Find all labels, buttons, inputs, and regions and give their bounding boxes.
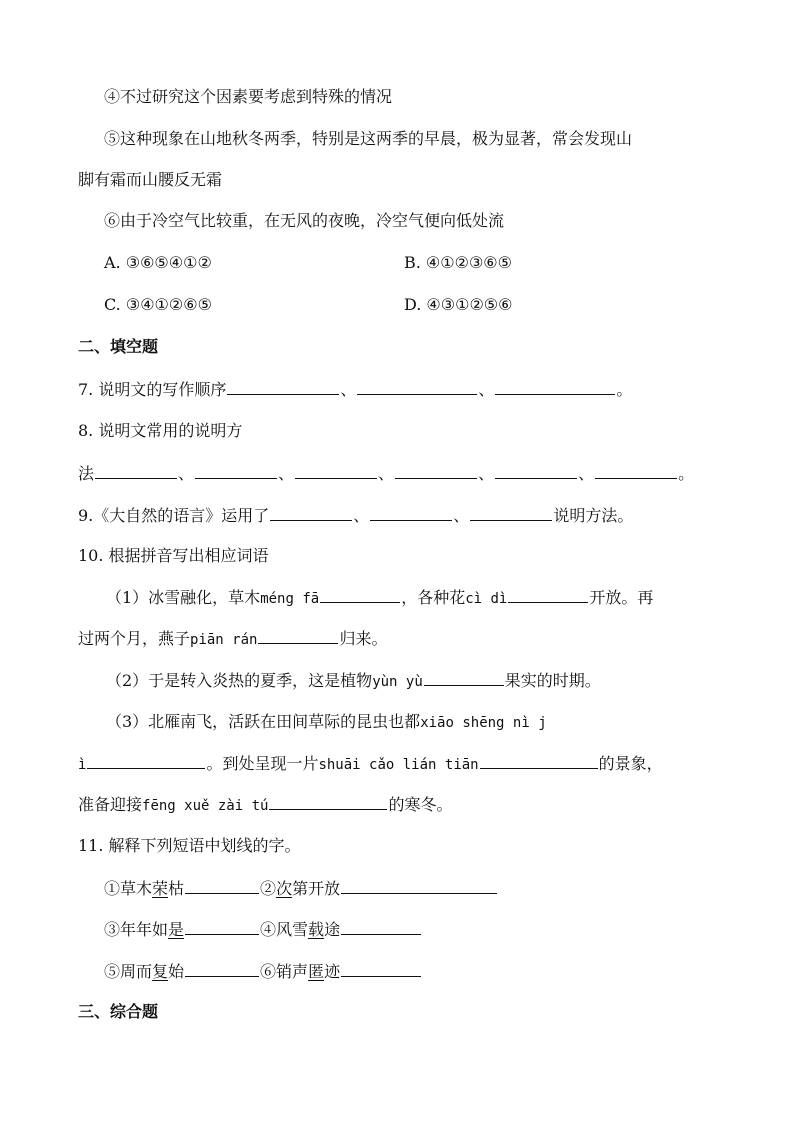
text: 准备迎接	[78, 795, 143, 814]
underlined-char: 载	[308, 920, 325, 939]
pinyin: xiāo shēng nì j	[420, 715, 547, 731]
underlined-char: 是	[168, 920, 185, 939]
pinyin: méng fā	[260, 591, 320, 607]
text: 的寒冬。	[388, 795, 453, 814]
answer-blank[interactable]	[270, 504, 352, 521]
option-sentence-5: ⑤这种现象在山地秋冬两季，特别是这两季的早晨，极为显著，常会发现山	[104, 129, 633, 148]
question-7-text: 7. 说明文的写作顺序	[78, 380, 227, 399]
pinyin: shuāi cǎo lián tiān	[318, 757, 479, 773]
pinyin: ì	[78, 757, 87, 773]
option-sentence-4: ④不过研究这个因素要考虑到特殊的情况	[104, 87, 393, 106]
text: （1）冰雪融化，草木	[106, 588, 261, 607]
answer-blank[interactable]	[341, 960, 421, 977]
question-10-part-3	[106, 711, 547, 734]
pinyin: yùn yù	[372, 674, 423, 690]
underlined-char: 匿	[308, 962, 325, 981]
answer-blank[interactable]	[258, 627, 338, 644]
text: ③年年如	[104, 920, 169, 939]
text: ②	[260, 879, 277, 898]
question-10-part-2	[106, 669, 601, 693]
text: ⑤周而	[104, 962, 153, 981]
underlined-char: 荣	[152, 879, 169, 898]
question-9-text: 9.《大自然的语言》运用了	[78, 506, 270, 525]
answer-blank[interactable]	[508, 586, 588, 603]
question-8-cont: 法	[78, 464, 95, 483]
text: 开放。再	[589, 588, 654, 607]
separator: 、	[378, 464, 395, 483]
separator: 、	[278, 464, 295, 483]
text: 过两个月，燕子	[78, 629, 191, 648]
question-8: 8. 说明文常用的说明方	[78, 421, 243, 440]
question-10-title: 10. 根据拼音写出相应词语	[78, 546, 269, 565]
choice-d: D. ④③①②⑤⑥	[404, 295, 513, 314]
answer-blank[interactable]	[357, 378, 477, 395]
answer-blank[interactable]	[495, 462, 577, 479]
choice-c: C. ③④①②⑥⑤	[104, 295, 212, 314]
question-7	[78, 378, 632, 401]
answer-blank[interactable]	[87, 752, 205, 769]
text: 迹	[324, 962, 341, 981]
question-8-blanks	[78, 462, 694, 485]
text: ⑥销声	[260, 962, 309, 981]
text: （3）北雁南飞，活跃在田间草际的昆虫也都	[106, 712, 421, 731]
answer-blank[interactable]	[480, 752, 598, 769]
text: 第开放	[292, 879, 341, 898]
separator: 、	[353, 506, 370, 525]
text: 果实的时期。	[504, 671, 601, 690]
answer-blank[interactable]	[495, 378, 615, 395]
separator: 、	[578, 464, 595, 483]
answer-blank[interactable]	[320, 586, 400, 603]
answer-blank[interactable]	[341, 877, 497, 894]
pinyin: piān rán	[190, 632, 258, 648]
period: 。	[678, 464, 695, 483]
question-10-part-1	[106, 586, 653, 610]
text: ④风雪	[260, 920, 309, 939]
question-11-row-1	[104, 877, 498, 900]
text: 归来。	[339, 629, 388, 648]
text: 。到处呈现一片	[206, 754, 319, 773]
answer-blank[interactable]	[227, 378, 339, 395]
answer-blank[interactable]	[595, 462, 677, 479]
separator: 、	[178, 464, 195, 483]
section-heading-comprehensive: 三、综合题	[78, 1002, 159, 1021]
question-11-title: 11. 解释下列短语中划线的字。	[78, 836, 301, 855]
answer-blank[interactable]	[395, 462, 477, 479]
question-10-part-3-cont	[78, 752, 663, 776]
separator: 、	[453, 506, 470, 525]
answer-blank[interactable]	[185, 877, 259, 894]
text: ，各种花	[401, 588, 466, 607]
option-sentence-6: ⑥由于冷空气比较重，在无风的夜晚，冷空气便向低处流	[104, 211, 505, 230]
separator: 、	[478, 380, 495, 399]
answer-blank[interactable]	[269, 793, 387, 810]
option-sentence-5-cont: 脚有霜而山腰反无霜	[78, 170, 223, 189]
text: 枯	[168, 879, 185, 898]
answer-blank[interactable]	[370, 504, 452, 521]
pinyin: fēng xuě zài tú	[142, 798, 269, 814]
text: ①草木	[104, 879, 153, 898]
answer-blank[interactable]	[470, 504, 552, 521]
question-9-end: 说明方法。	[553, 506, 634, 525]
question-10-part-1-cont	[78, 627, 387, 651]
answer-blank[interactable]	[185, 960, 259, 977]
period: 。	[616, 380, 633, 399]
answer-blank[interactable]	[341, 918, 421, 935]
question-11-row-3	[104, 960, 422, 983]
answer-blank[interactable]	[195, 462, 277, 479]
text: 始	[168, 962, 185, 981]
question-10-part-3-cont2	[78, 793, 452, 817]
pinyin: cì dì	[465, 591, 508, 607]
section-heading-fill-in: 二、填空题	[78, 337, 159, 356]
question-11-row-2	[104, 918, 422, 941]
separator: 、	[478, 464, 495, 483]
underlined-char: 次	[276, 879, 293, 898]
text: 途	[324, 920, 341, 939]
text: 的景象，	[598, 754, 663, 773]
answer-blank[interactable]	[185, 918, 259, 935]
underlined-char: 复	[152, 962, 169, 981]
text: （2）于是转入炎热的夏季，这是植物	[106, 671, 373, 690]
answer-blank[interactable]	[295, 462, 377, 479]
answer-blank[interactable]	[95, 462, 177, 479]
separator: 、	[340, 380, 357, 399]
answer-blank[interactable]	[424, 669, 504, 686]
question-9	[78, 504, 633, 527]
choice-b: B. ④①②③⑥⑤	[404, 253, 512, 272]
choice-a: A. ③⑥⑤④①②	[104, 253, 212, 272]
